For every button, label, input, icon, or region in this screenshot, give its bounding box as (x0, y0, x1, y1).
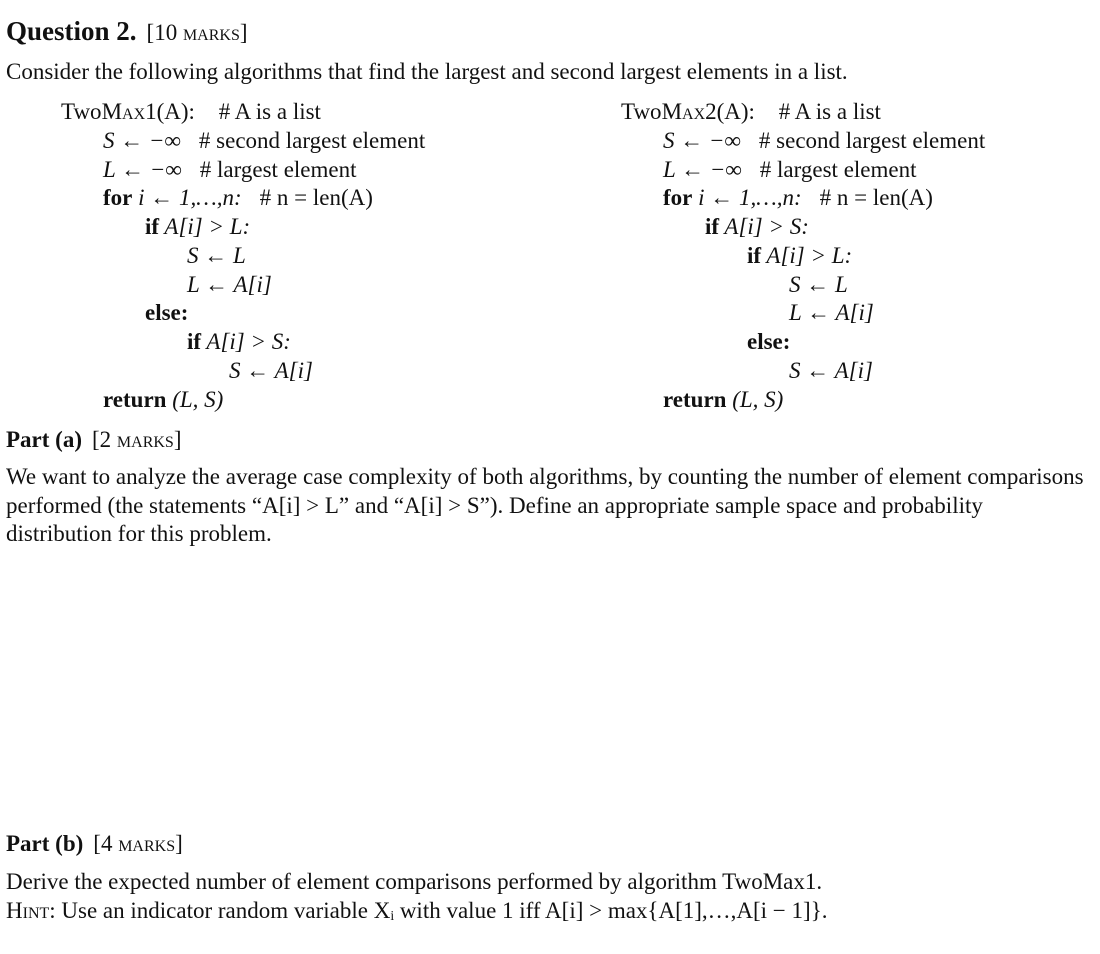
part-a-title: Part (a) (6, 427, 82, 452)
algo1-line (187, 328, 291, 356)
keyword: else: (747, 329, 791, 354)
code: A[i] > S: (719, 214, 809, 239)
code: L ← −∞ (663, 157, 742, 182)
keyword: if (187, 329, 202, 354)
code: S ← −∞ (663, 128, 741, 153)
question-marks-num: [10 (146, 20, 178, 45)
algo1-line (187, 271, 272, 299)
part-a-marks-num: [2 (92, 427, 112, 452)
part-b-marks-word: marks] (118, 831, 183, 856)
part-b-marks-num: [4 (93, 831, 113, 856)
algo2-line (789, 271, 848, 299)
comment: # second largest element (758, 128, 986, 153)
part-b-heading (6, 830, 183, 858)
algo1-name-sc: Max (101, 99, 146, 124)
code: L ← A[i] (187, 272, 272, 297)
keyword: return (663, 387, 727, 412)
algo2-name-prefix: Two (621, 99, 662, 124)
algo2-line (663, 386, 783, 414)
part-a-marks-word: marks] (116, 427, 182, 452)
comment: # second largest element (198, 128, 426, 153)
algo2-line (789, 357, 873, 385)
algo1-name-prefix: Two (61, 99, 102, 124)
algo2-line (663, 156, 916, 184)
code: L ← A[i] (789, 300, 874, 325)
question-title-text: Question 2. (6, 16, 137, 46)
code: S ← L (187, 243, 246, 268)
algo2-header-comment: # A is a list (778, 99, 881, 124)
algo2-header (621, 98, 881, 126)
part-b-hint (6, 897, 827, 925)
comment: # largest element (199, 157, 357, 182)
code: S ← L (789, 272, 848, 297)
comment: # largest element (759, 157, 917, 182)
comment: # n = len(A) (259, 185, 373, 210)
algo2-line (747, 242, 852, 270)
part-b-text: Derive the expected number of element comparisons performed by algorithm TwoMax1. (6, 869, 823, 894)
keyword: return (103, 387, 167, 412)
algo1-line (103, 386, 223, 414)
hint-label: Hint: (6, 898, 56, 923)
algo1-line (145, 299, 188, 327)
part-b-marks (93, 831, 183, 856)
keyword: for (663, 185, 693, 210)
algo2-line (663, 184, 933, 212)
algo1-line (229, 357, 313, 385)
algo2-name-suffix: 2(A): (705, 99, 755, 124)
algo1-line (103, 156, 356, 184)
comment: # n = len(A) (819, 185, 933, 210)
code: A[i] > L: (761, 243, 853, 268)
part-a-marks (92, 427, 182, 452)
algo2-line (705, 213, 809, 241)
algo1-line (187, 242, 246, 270)
question-marks-word: marks] (182, 20, 248, 45)
algo2-line (663, 127, 985, 155)
code: S ← A[i] (229, 358, 313, 383)
hint-text: Use an indicator random variable Xᵢ with value 1 iff A[i] > max{A[1],…,A[i − 1]}. (61, 898, 828, 923)
code: (L, S) (166, 387, 224, 412)
code: i ← 1,…,n: (132, 185, 242, 210)
code: i ← 1,…,n: (692, 185, 802, 210)
algo1-line (103, 184, 373, 212)
algo1-header (61, 98, 321, 126)
keyword: for (103, 185, 133, 210)
question-marks (147, 20, 248, 45)
code: S ← A[i] (789, 358, 873, 383)
part-a-heading (6, 426, 182, 454)
keyword: if (747, 243, 762, 268)
algo2-line (789, 299, 874, 327)
algo2-name-sc: Max (661, 99, 706, 124)
code: L ← −∞ (103, 157, 182, 182)
keyword: if (145, 214, 160, 239)
code: A[i] > S: (201, 329, 291, 354)
algo1-line (145, 213, 250, 241)
algo1-line (103, 127, 425, 155)
algo2-line (747, 328, 790, 356)
code: (L, S) (726, 387, 784, 412)
question-title (6, 17, 248, 47)
part-a-text: We want to analyze the average case complexity of both algorithms, by counting the number of element comparisons performed (the statements “A[i] > L” and “A[i] > S”). Define an appropriate sample space and probability distribution for this problem. (6, 464, 1084, 546)
code: S ← −∞ (103, 128, 181, 153)
question-intro: Consider the following algorithms that find the largest and second largest elements in a list. (6, 59, 848, 84)
algo1-header-comment: # A is a list (218, 99, 321, 124)
keyword: else: (145, 300, 189, 325)
keyword: if (705, 214, 720, 239)
part-b-title: Part (b) (6, 831, 84, 856)
algo1-name-suffix: 1(A): (145, 99, 195, 124)
code: A[i] > L: (159, 214, 251, 239)
